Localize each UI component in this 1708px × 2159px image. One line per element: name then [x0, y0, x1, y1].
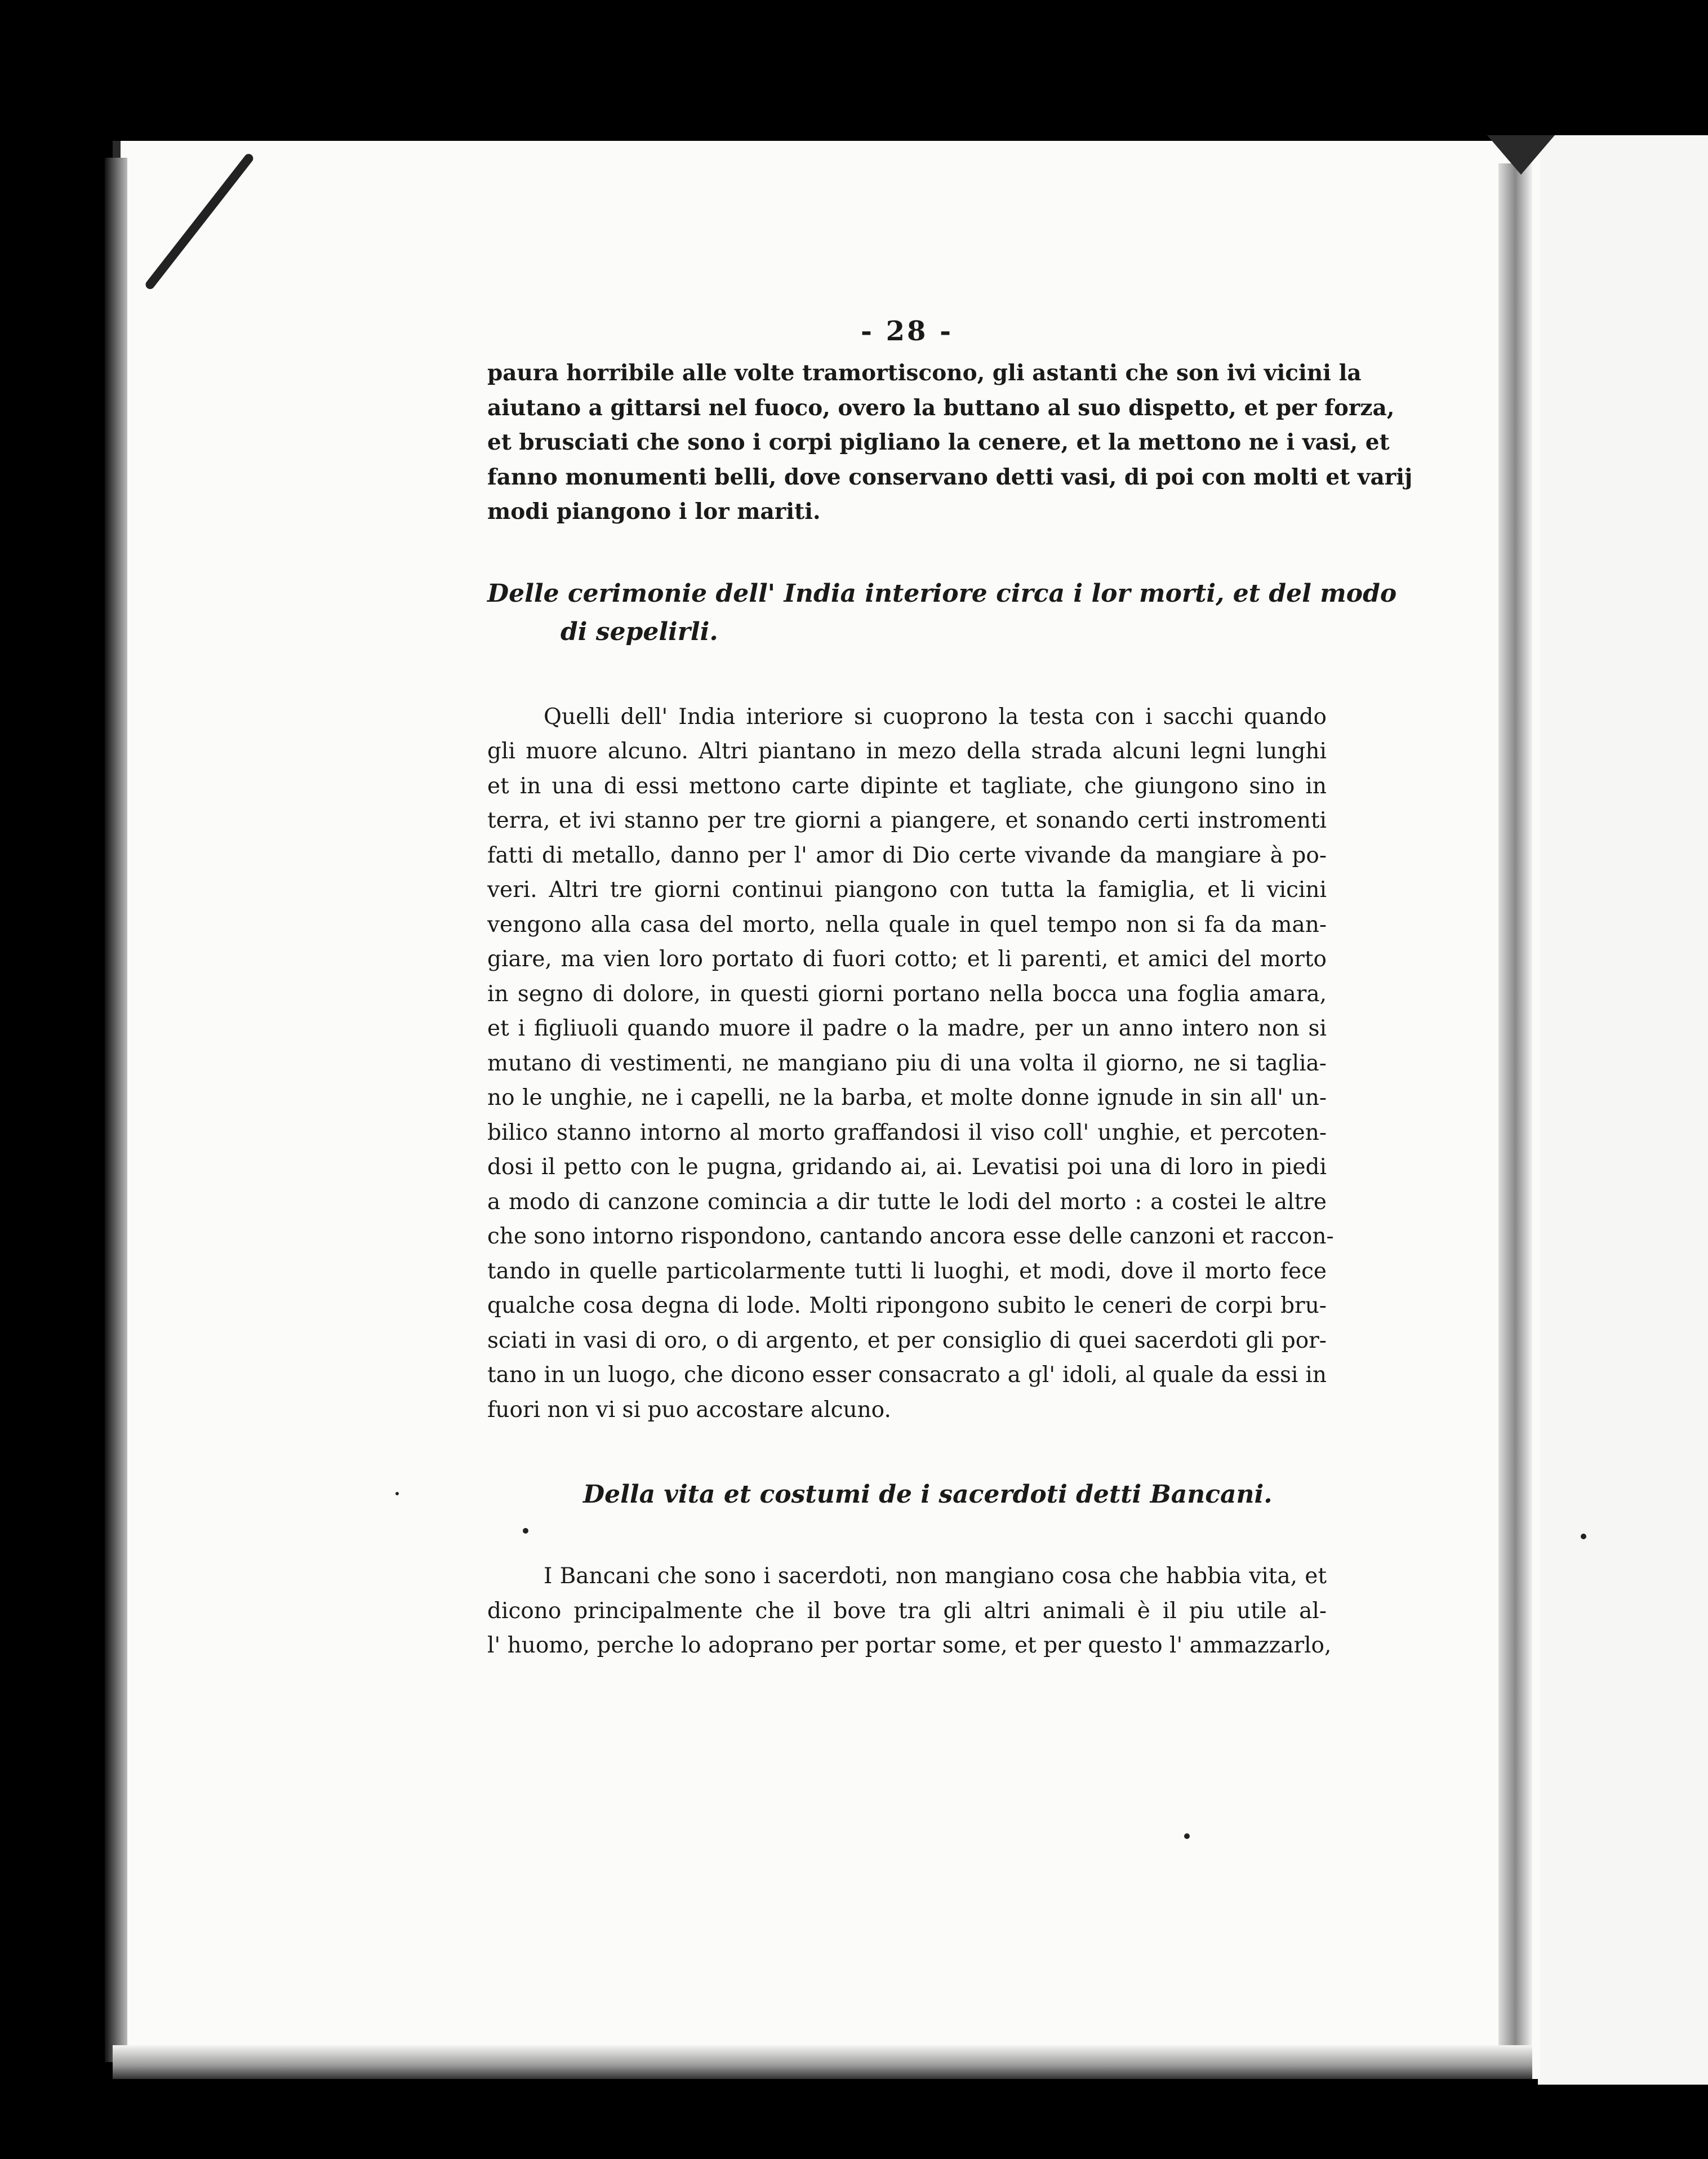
text-line: sciati in vasi di oro, o di argento, et per consiglio di quei sacerdoti gli por-	[487, 1327, 1327, 1353]
text-line: terra, et ivi stanno per tre giorni a piangere, et sonando certi instromenti	[487, 808, 1327, 833]
page-number: - 28 -	[860, 316, 954, 347]
text-line: fanno monumenti belli, dove conservano detti vasi, di poi con molti et varij	[487, 464, 1413, 490]
text-line: modi piangono i lor mariti.	[487, 499, 821, 525]
page-fore-edge	[1498, 163, 1532, 2062]
text-line: tano in un luogo, che dicono esser consacrato a gl' idoli, al quale da essi in	[487, 1362, 1327, 1388]
dust-speck	[1184, 1833, 1190, 1839]
text-line: I Bancani che sono i sacerdoti, non mangiano cosa che habbia vita, et	[544, 1563, 1327, 1589]
text-line: che sono intorno rispondono, cantando ancora esse delle canzoni et raccon-	[487, 1224, 1334, 1249]
text-line: bilico stanno intorno al morto graffandosi il viso coll' unghie, et percoten-	[487, 1120, 1327, 1145]
text-line: a modo di canzone comincia a dir tutte le lodi del morto : a costei le altre	[487, 1189, 1327, 1215]
section-heading-bancani: Della vita et costumi de i sacerdoti detti Bancani.	[583, 1480, 1273, 1509]
intro-paragraph	[487, 356, 1413, 530]
text-line: et in una di essi mettono carte dipinte et tagliate, che giungono sino in	[487, 773, 1327, 799]
text-line: no le unghie, ne i capelli, ne la barba, et molte donne ignude in sin all' un-	[487, 1085, 1327, 1110]
text-line: vengono alla casa del morto, nella quale in quel tempo non si fa da man-	[487, 912, 1327, 938]
text-line: gli muore alcuno. Altri piantano in mezo della strada alcuni legni lunghi	[487, 739, 1327, 764]
text-line: Quelli dell' India interiore si cuoprono la testa con i sacchi quando	[544, 704, 1327, 730]
text-line: fatti di metallo, danno per l' amor di Dio certe vivande da mangiare à po-	[487, 842, 1327, 868]
text-line: mutano di vestimenti, ne mangiano piu di una volta il giorno, ne si taglia-	[487, 1050, 1327, 1076]
text-line: paura horribile alle volte tramortiscono, gli astanti che son ivi vicini la	[487, 360, 1362, 386]
bancani-paragraph	[487, 1559, 1332, 1663]
adjacent-page-edge	[1538, 135, 1708, 2085]
page-text	[487, 316, 1413, 1663]
dust-speck	[395, 1492, 399, 1495]
dust-speck	[1581, 1534, 1586, 1539]
page-binding-edge	[105, 158, 127, 2062]
text-line: et i figliuoli quando muore il padre o la madre, per un anno intero non si	[487, 1016, 1327, 1041]
funerals-paragraph	[487, 700, 1334, 1428]
section-heading-funerals: Delle cerimonie dell' India interiore circa i lor morti, et del modo	[487, 579, 1397, 608]
text-line: dosi il petto con le pugna, gridando ai, ai. Levatisi poi una di loro in piedi	[487, 1154, 1327, 1180]
page-bottom-shadow	[113, 2045, 1532, 2079]
text-line: qualche cosa degna di lode. Molti ripongono subito le ceneri de corpi bru-	[487, 1293, 1327, 1318]
text-line: l' huomo, perche lo adoprano per portar some, et per questo l' ammazzarlo,	[487, 1633, 1332, 1658]
text-line: tando in quelle particolarmente tutti li luoghi, et modi, dove il morto fece	[487, 1258, 1327, 1284]
text-line: dicono principalmente che il bove tra gli altri animali è il piu utile al-	[487, 1598, 1327, 1624]
text-line: et brusciati che sono i corpi pigliano la cenere, et la mettono ne i vasi, et	[487, 429, 1390, 455]
text-line: in segno di dolore, in questi giorni portano nella bocca una foglia amara,	[487, 981, 1327, 1007]
text-line: veri. Altri tre giorni continui piangono con tutta la famiglia, et li vicini	[487, 877, 1327, 903]
corner-fold	[1487, 135, 1555, 175]
section-heading-funerals-cont: di sepelirli.	[561, 617, 718, 646]
text-line: giare, ma vien loro portato di fuori cotto; et li parenti, et amici del morto	[487, 947, 1327, 972]
text-line: fuori non vi si puo accostare alcuno.	[487, 1397, 891, 1423]
text-line: aiutano a gittarsi nel fuoco, overo la buttano al suo dispetto, et per forza,	[487, 394, 1395, 421]
